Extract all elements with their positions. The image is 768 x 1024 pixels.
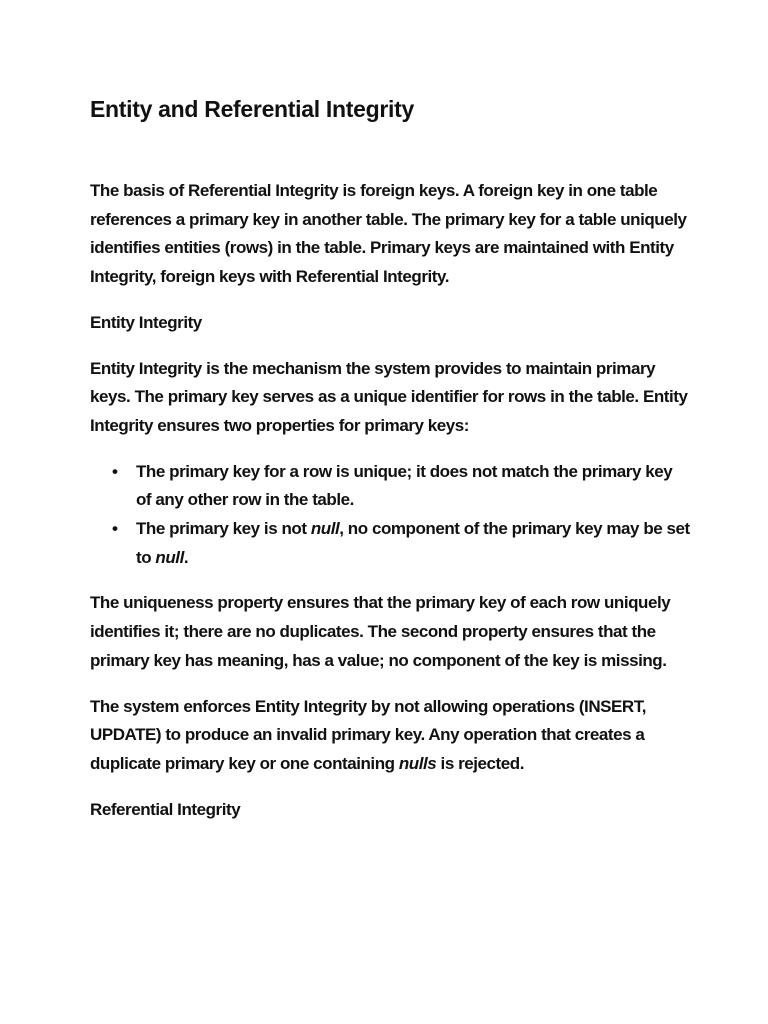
enforcement-text-start: The system enforces Entity Integrity by not allowing operations (INSERT, UPDATE) to produce an invalid primary key. Any operation that creates a duplicate primary key or one containing bbox=[90, 696, 647, 773]
enforcement-paragraph bbox=[90, 693, 690, 779]
list-item-text-start: The primary key is not bbox=[136, 519, 311, 539]
document-body bbox=[90, 177, 690, 841]
properties-list bbox=[90, 458, 690, 573]
emphasis-null: null bbox=[155, 547, 184, 567]
bullet-marker: • bbox=[112, 519, 118, 539]
page-title: Entity and Referential Integrity bbox=[90, 96, 414, 122]
section-heading-referential-integrity: Referential Integrity bbox=[90, 799, 241, 819]
enforcement-text-end: is rejected. bbox=[436, 753, 524, 773]
entity-integrity-paragraph: Entity Integrity is the mechanism the system provides to maintain primary keys. The primary key serves as a unique identifier for rows in the table. Entity Integrity ensures two properties for primary keys: bbox=[90, 358, 688, 435]
emphasis-nulls: nulls bbox=[398, 753, 437, 773]
bullet-marker: • bbox=[112, 461, 118, 481]
uniqueness-paragraph: The uniqueness property ensures that the primary key of each row uniquely identifies it; there are no duplicates. The second property ensures that the primary key has meaning, has a value; no component of the key is missing. bbox=[90, 593, 671, 670]
section-heading-entity-integrity: Entity Integrity bbox=[90, 312, 202, 332]
emphasis-null: null bbox=[310, 519, 340, 539]
list-item bbox=[90, 458, 690, 515]
list-item-text-middle: , no component of the primary key may be set to bbox=[136, 519, 690, 567]
list-item-text: The primary key for a row is unique; it does not match the primary key of any other row in the table. bbox=[136, 461, 673, 510]
list-item bbox=[90, 515, 690, 572]
list-item-text-end: . bbox=[183, 547, 189, 567]
intro-paragraph: The basis of Referential Integrity is foreign keys. A foreign key in one table references a primary key in another table. The primary key for a table uniquely identifies entities (rows) in the table. Primary keys are maintained with Entity Integrity, foreign keys with Referential Integrity. bbox=[90, 181, 687, 287]
